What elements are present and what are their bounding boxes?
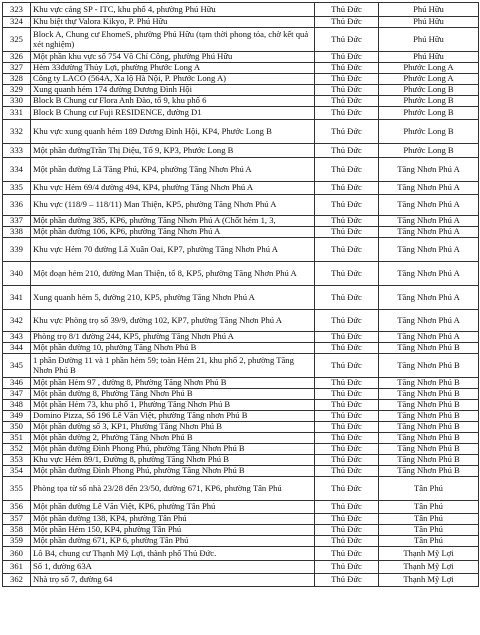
row-number: 325 [3,28,31,52]
table-row [3,28,479,52]
row-number: 323 [3,3,31,17]
row-number: 342 [3,310,31,332]
table-row [3,389,479,400]
district-cell: Thủ Đức [315,286,379,310]
district-cell: Thủ Đức [315,433,379,444]
district-cell: Thủ Đức [315,262,379,286]
district-cell: Thủ Đức [315,227,379,238]
ward-cell: Phước Long B [379,107,479,120]
ward-cell: Phú Hữu [379,28,479,52]
district-cell: Thủ Đức [315,411,379,422]
row-number: 350 [3,422,31,433]
location-cell: Một phần đường 8, Phường Tăng Nhơn Phú B [31,389,315,400]
ward-cell: Phú Hữu [379,3,479,17]
table-row [3,378,479,389]
row-number: 344 [3,343,31,354]
row-number: 351 [3,433,31,444]
table-row [3,422,479,433]
row-number: 337 [3,216,31,227]
location-cell: Một phần đường 2, Phường Tăng Nhơn Phú B [31,433,315,444]
district-cell: Thủ Đức [315,547,379,561]
district-cell: Thủ Đức [315,343,379,354]
district-cell: Thủ Đức [315,378,379,389]
row-number: 333 [3,144,31,158]
location-cell: Một phần đường Lã Tăng Phú, KP4, phường Tăng Nhơn Phú A [31,158,315,182]
location-cell: Một phần đường Lê Văn Việt, KP6, phường Tân Phú [31,501,315,514]
ward-cell: Tăng Nhơn Phú B [379,400,479,411]
district-cell: Thủ Đức [315,477,379,501]
ward-cell: Tân Phú [379,525,479,536]
location-cell: Phòng tọa từ số nhà 23/28 đến 23/50, đường 671, KP6, phường Tân Phú [31,477,315,501]
ward-cell: Tăng Nhơn Phú B [379,343,479,354]
district-cell: Thủ Đức [315,195,379,216]
ward-cell: Tăng Nhơn Phú B [379,378,479,389]
district-cell: Thủ Đức [315,17,379,28]
ward-cell: Tăng Nhơn Phú B [379,389,479,400]
table-row [3,107,479,120]
district-cell: Thủ Đức [315,455,379,466]
row-number: 332 [3,120,31,144]
row-number: 359 [3,536,31,547]
district-cell: Thủ Đức [315,354,379,378]
ward-cell: Phước Long A [379,63,479,74]
ward-cell: Tăng Nhơn Phú A [379,216,479,227]
district-cell: Thủ Đức [315,400,379,411]
district-cell: Thủ Đức [315,389,379,400]
district-cell: Thủ Đức [315,96,379,107]
district-cell: Thủ Đức [315,107,379,120]
row-number: 324 [3,17,31,28]
ward-cell: Tân Phú [379,477,479,501]
row-number: 348 [3,400,31,411]
location-cell: Nhà trọ số 7, đường 64 [31,574,315,587]
district-cell: Thủ Đức [315,3,379,17]
location-cell: Một phần Hẻm 73, khu phố 1, Phường Tăng Nhơn Phú B [31,400,315,411]
row-number: 334 [3,158,31,182]
district-cell: Thủ Đức [315,466,379,477]
district-cell: Thủ Đức [315,501,379,514]
table-row [3,17,479,28]
row-number: 346 [3,378,31,389]
district-cell: Thủ Đức [315,525,379,536]
table-row [3,85,479,96]
row-number: 352 [3,444,31,455]
ward-cell: Thạnh Mỹ Lợi [379,574,479,587]
location-cell: Block A, Chung cư EhomeS, phường Phú Hữu (tạm thời phong tỏa, chờ kết quả xét nghiệm) [31,28,315,52]
ward-cell: Phước Long B [379,120,479,144]
row-number: 357 [3,514,31,525]
ward-cell: Tăng Nhơn Phú A [379,238,479,262]
location-cell: Một phần đường 10, phường Tăng Nhơn Phú B [31,343,315,354]
location-cell: Một phần Hẻm 97 , đường 8, Phường Tăng Nhơn Phú B [31,378,315,389]
table-row [3,238,479,262]
ward-cell: Phước Long A [379,74,479,85]
table-row [3,525,479,536]
ward-cell: Tăng Nhơn Phú B [379,354,479,378]
district-cell: Thủ Đức [315,216,379,227]
table-row [3,3,479,17]
table-row [3,411,479,422]
row-number: 328 [3,74,31,85]
table-row [3,466,479,477]
row-number: 338 [3,227,31,238]
location-cell: Một phần đường Đình Phong Phú, phường Tăng Nhơn Phú B [31,466,315,477]
table-row [3,227,479,238]
location-cell: Hẻm 33đường Thủy Lợi, phường Phước Long A [31,63,315,74]
ward-cell: Tăng Nhơn Phú B [379,444,479,455]
ward-cell: Tăng Nhơn Phú B [379,455,479,466]
table-row [3,574,479,587]
table-row [3,455,479,466]
ward-cell: Tăng Nhơn Phú A [379,286,479,310]
table-row [3,96,479,107]
table-row [3,514,479,525]
district-cell: Thủ Đức [315,85,379,96]
row-number: 329 [3,85,31,96]
row-number: 355 [3,477,31,501]
location-cell: Khu vực Hẻm 69/4 đường 494, KP4, phường Tăng Nhơn Phú A [31,182,315,195]
row-number: 339 [3,238,31,262]
table-row [3,343,479,354]
table-row [3,400,479,411]
district-cell: Thủ Đức [315,144,379,158]
location-cell: Khu biệt thự Valora Kikyo, P. Phú Hữu [31,17,315,28]
ward-cell: Tân Phú [379,514,479,525]
table-row [3,433,479,444]
table-row [3,286,479,310]
ward-cell: Tăng Nhơn Phú A [379,262,479,286]
table-row [3,547,479,561]
table-row [3,262,479,286]
row-number: 340 [3,262,31,286]
table-row [3,74,479,85]
ward-cell: Tăng Nhơn Phú A [379,310,479,332]
row-number: 327 [3,63,31,74]
location-cell: Lô B4, chung cư Thạnh Mỹ Lợi, thành phố Thủ Đức. [31,547,315,561]
location-cell: Xung quanh hẻm 5, đường 210, KP5, phường Tăng Nhơn Phú A [31,286,315,310]
location-cell: Một phần đường 138, KP4, phường Tân Phú [31,514,315,525]
location-cell: Domino Pizza, Số 196 Lê Văn Việt, phường Tăng nhơn Phú B [31,411,315,422]
ward-cell: Tăng Nhơn Phú A [379,227,479,238]
district-cell: Thủ Đức [315,63,379,74]
location-cell: Block B Chung cư Fuji RESIDENCE, đường D1 [31,107,315,120]
row-number: 331 [3,107,31,120]
table-row [3,477,479,501]
ward-cell: Phước Long B [379,96,479,107]
ward-cell: Tăng Nhơn Phú B [379,433,479,444]
district-cell: Thủ Đức [315,444,379,455]
row-number: 354 [3,466,31,477]
ward-cell: Thạnh Mỹ Lợi [379,547,479,561]
row-number: 349 [3,411,31,422]
row-number: 360 [3,547,31,561]
location-cell: Khu vực Hẻm 70 đường Lã Xuân Oai, KP7, phường Tăng Nhơn Phú A [31,238,315,262]
location-cell: Phòng trọ 8/1 đường 244, KP5, phường Tăng Nhơn Phú A [31,332,315,343]
location-cell: Một phần đường số 3, KP1, Phường Tăng Nhơn Phú B [31,422,315,433]
row-number: 356 [3,501,31,514]
table-row [3,536,479,547]
location-cell: Khu vực cảng SP - ITC, khu phố 4, phường Phú Hữu [31,3,315,17]
location-cell: Block B Chung cư Flora Anh Đào, tổ 9, khu phố 6 [31,96,315,107]
district-cell: Thủ Đức [315,332,379,343]
ward-cell: Tân Phú [379,536,479,547]
table-row [3,120,479,144]
table-row [3,158,479,182]
table-row [3,195,479,216]
table-row [3,52,479,63]
ward-cell: Tân Phú [379,501,479,514]
district-cell: Thủ Đức [315,574,379,587]
row-number: 330 [3,96,31,107]
table-row [3,332,479,343]
district-cell: Thủ Đức [315,182,379,195]
ward-cell: Tăng Nhơn Phú A [379,182,479,195]
row-number: 362 [3,574,31,587]
district-cell: Thủ Đức [315,310,379,332]
row-number: 326 [3,52,31,63]
table-row [3,444,479,455]
location-cell: Một phần khu vực số 754 Võ Chí Công, phường Phú Hữu [31,52,315,63]
row-number: 335 [3,182,31,195]
location-cell: Một phần đường 106, KP6, phường Tăng Nhơn Phú A [31,227,315,238]
location-cell: Số 1, đường 63A [31,561,315,574]
row-number: 358 [3,525,31,536]
ward-cell: Tăng Nhơn Phú A [379,158,479,182]
row-number: 353 [3,455,31,466]
location-cell: Công ty LACO (564A, Xa lộ Hà Nội, P. Phước Long A) [31,74,315,85]
location-cell: Khu vực Phòng trọ số 39/9, đường 102, KP7, phường Tăng Nhơn Phú A [31,310,315,332]
ward-cell: Phú Hữu [379,52,479,63]
location-cell: Khu vực (118/9 – 118/11) Man Thiện, KP5, phường Tăng Nhơn Phú A [31,195,315,216]
table-row [3,63,479,74]
ward-cell: Phước Long B [379,85,479,96]
ward-cell: Tăng Nhơn Phú B [379,466,479,477]
ward-cell: Tăng Nhơn Phú B [379,422,479,433]
lockdown-area-table [2,2,479,587]
district-cell: Thủ Đức [315,158,379,182]
row-number: 361 [3,561,31,574]
table-row [3,501,479,514]
row-number: 343 [3,332,31,343]
district-cell: Thủ Đức [315,422,379,433]
location-cell: Một phần đường 671, KP 6, phường Tân Phú [31,536,315,547]
district-cell: Thủ Đức [315,561,379,574]
table-row [3,182,479,195]
location-cell: Một đoạn hẻm 210, đường Man Thiện, tổ 8, KP5, phường Tăng Nhơn Phú A [31,262,315,286]
table-body [3,3,479,587]
row-number: 347 [3,389,31,400]
district-cell: Thủ Đức [315,514,379,525]
location-cell: Một phần đường 385, KP6, phường Tăng Nhơn Phú A (Chốt hẻm 1, 3, [31,216,315,227]
district-cell: Thủ Đức [315,52,379,63]
ward-cell: Tăng Nhơn Phú A [379,332,479,343]
district-cell: Thủ Đức [315,120,379,144]
location-cell: Khu vực Hẻm 89/1, Đường 8, phường Tăng Nhơn Phú B [31,455,315,466]
row-number: 345 [3,354,31,378]
table-row [3,144,479,158]
district-cell: Thủ Đức [315,238,379,262]
table-row [3,354,479,378]
location-cell: Một phần đường Đình Phong Phú, phường Tăng Nhơn Phú B [31,444,315,455]
location-cell: Khu vực xung quanh hẻm 189 Dương Đình Hội, KP4, Phước Long B [31,120,315,144]
ward-cell: Tăng Nhơn Phú B [379,411,479,422]
table-row [3,310,479,332]
ward-cell: Thạnh Mỹ Lợi [379,561,479,574]
ward-cell: Phú Hữu [379,17,479,28]
ward-cell: Phước Long B [379,144,479,158]
row-number: 341 [3,286,31,310]
ward-cell: Tăng Nhơn Phú A [379,195,479,216]
location-cell: Xung quanh hẻm 174 đường Dương Đình Hội [31,85,315,96]
district-cell: Thủ Đức [315,536,379,547]
location-cell: Một phần Hẻm 150, KP4, phường Tân Phú [31,525,315,536]
location-cell: Một phần đườngTrần Thị Diệu, Tổ 9, KP3, Phước Long B [31,144,315,158]
location-cell: 1 phần Đường 11 và 1 phần hẻm 59; toàn Hẻm 21, khu phố 2, phường Tăng Nhơn Phú B [31,354,315,378]
table-row [3,561,479,574]
table-row [3,216,479,227]
row-number: 336 [3,195,31,216]
district-cell: Thủ Đức [315,28,379,52]
district-cell: Thủ Đức [315,74,379,85]
